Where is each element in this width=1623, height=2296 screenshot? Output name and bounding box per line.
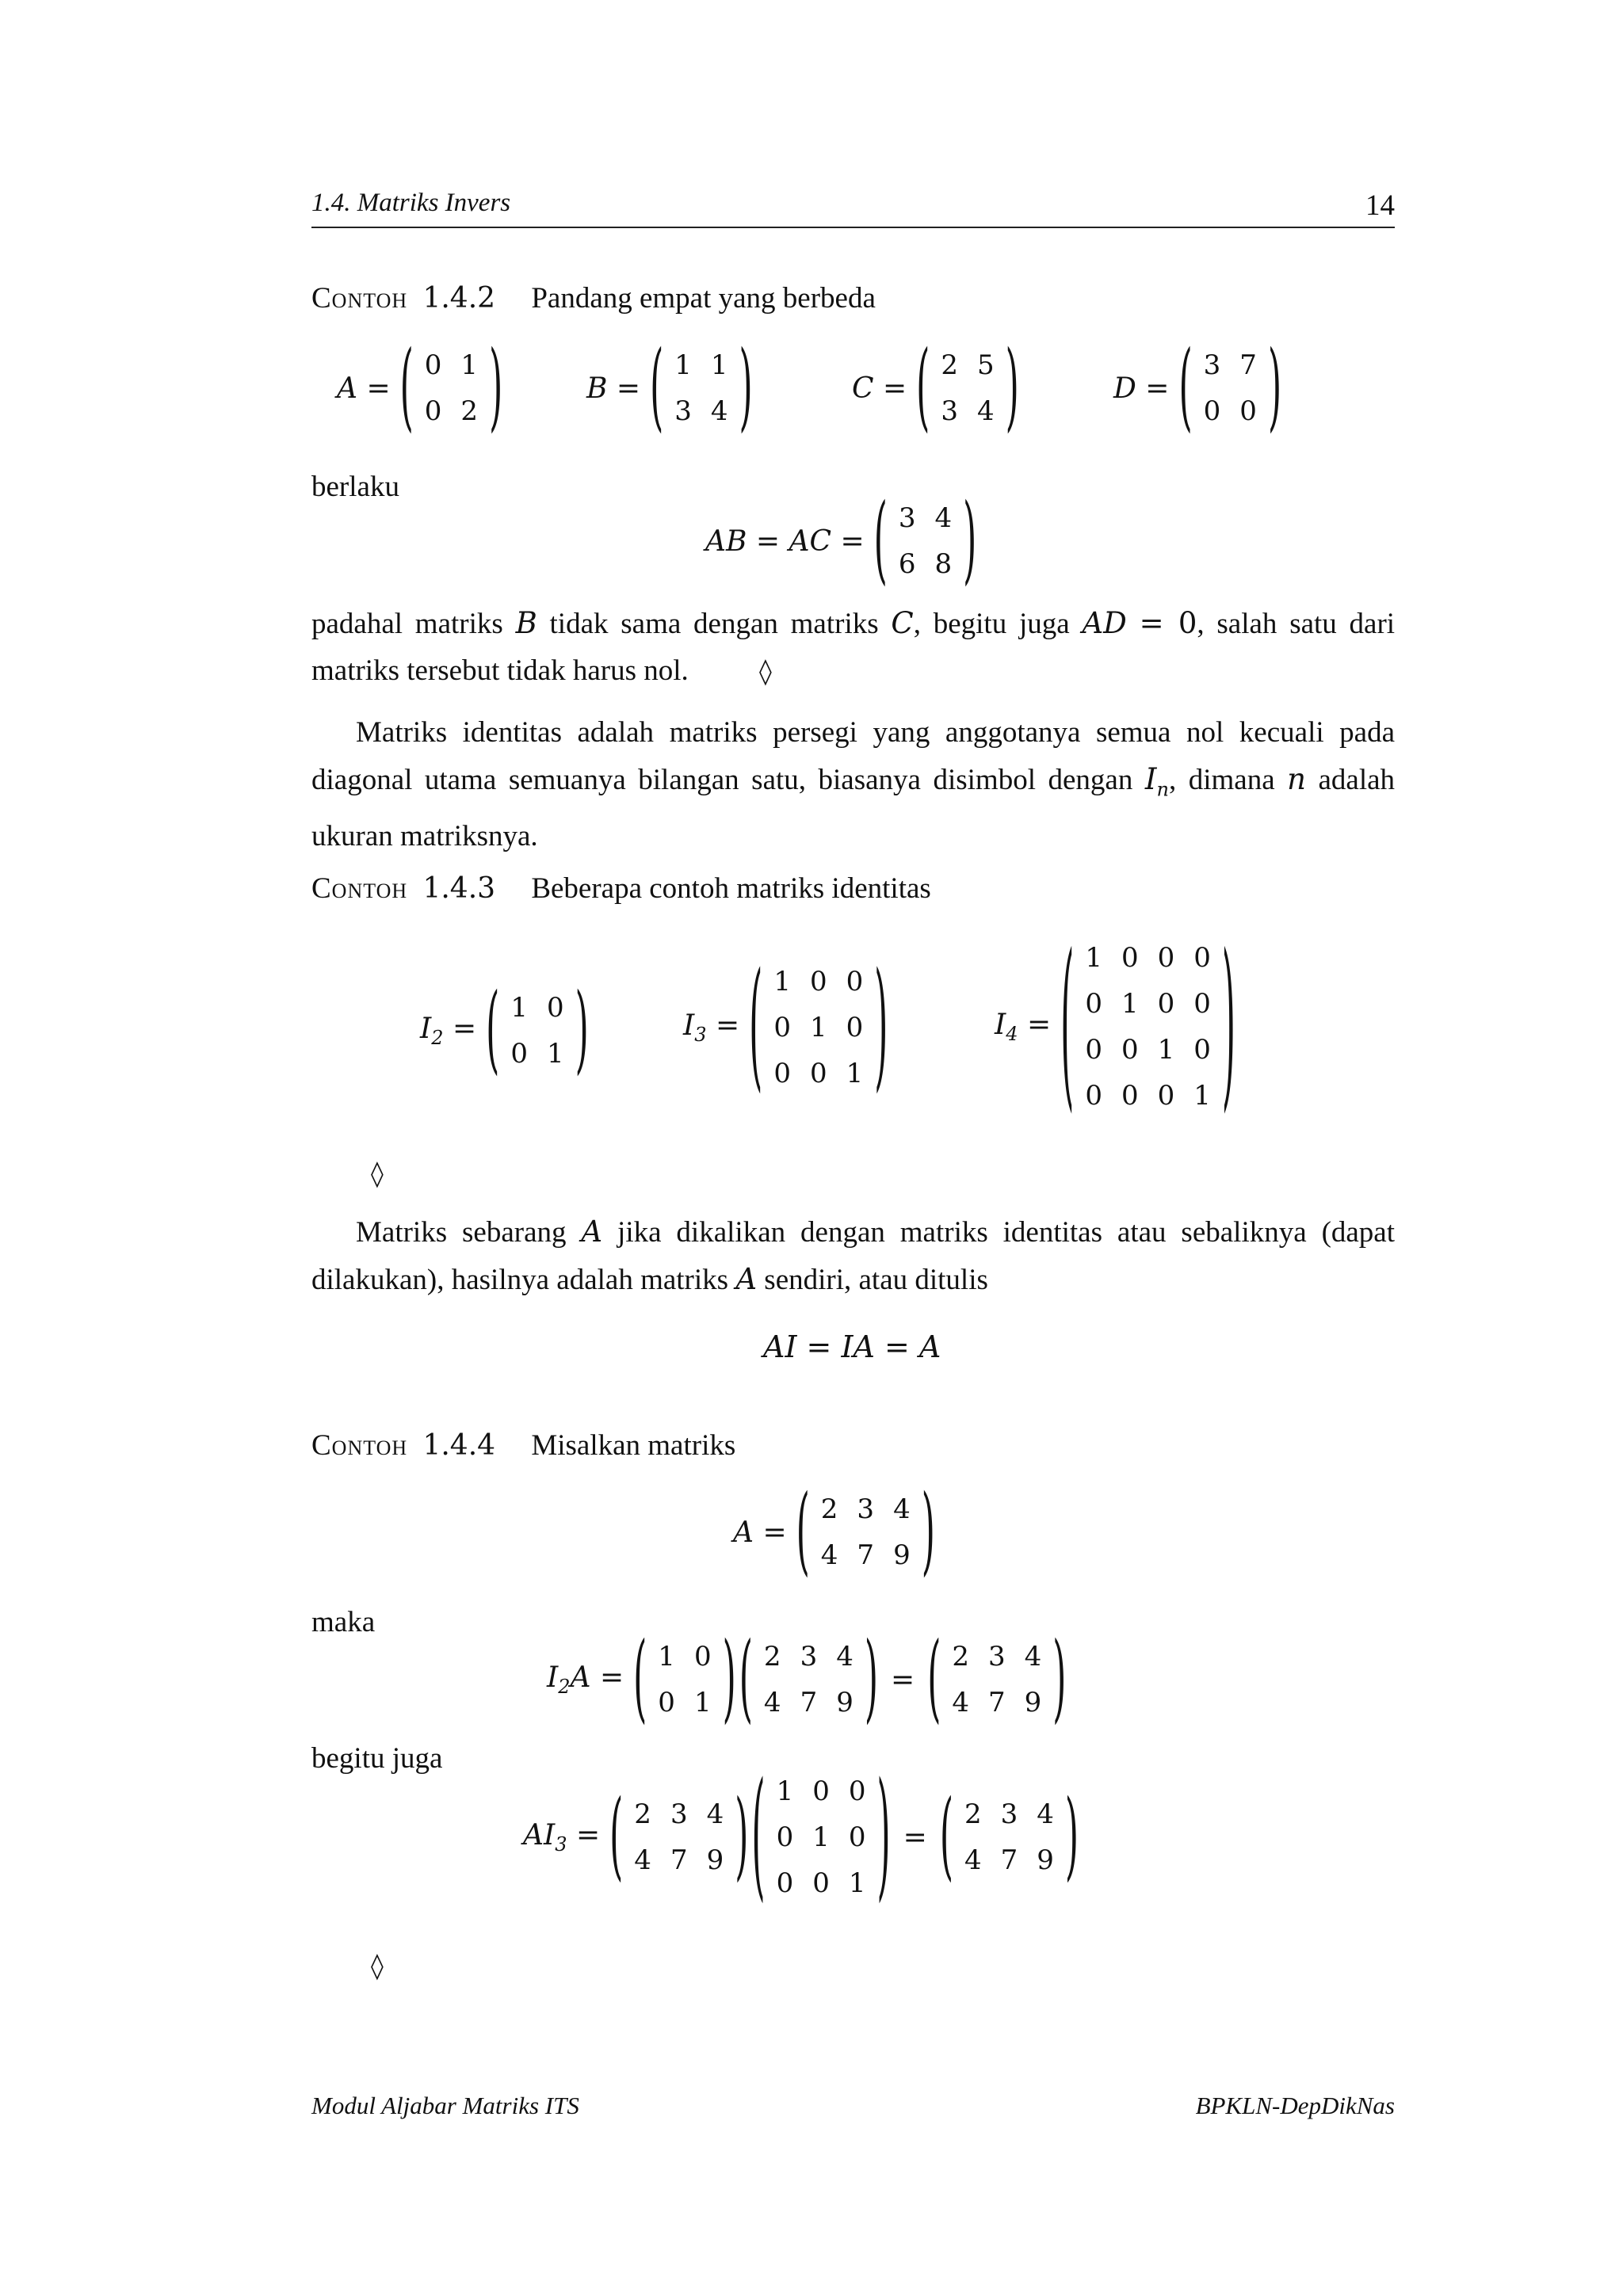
- matrix-entry: 1: [1121, 988, 1139, 1020]
- text: adalah ukuran matriksnya.: [311, 764, 1396, 853]
- matrix-grid: [767, 1768, 876, 1906]
- product-lhs: AB = AC =: [705, 524, 865, 558]
- matrix: [738, 1623, 880, 1734]
- matrix-entry: 5: [976, 349, 995, 381]
- matrix-entry: 6: [898, 548, 916, 580]
- example-number: 1.4.4: [422, 1429, 496, 1462]
- matrix-entry: 0: [424, 349, 442, 381]
- right-paren: ): [1052, 1623, 1067, 1734]
- right-paren: ): [864, 1623, 879, 1734]
- matrix-entry: 9: [706, 1844, 724, 1876]
- matrix-row: [1194, 342, 1266, 388]
- matrix-entry: 2: [634, 1798, 651, 1830]
- left-paren: (: [633, 1623, 647, 1734]
- math-sub: n: [1156, 778, 1169, 801]
- left-paren: (: [916, 331, 930, 443]
- matrix-row: [764, 1005, 873, 1051]
- matrix-entry: 7: [670, 1844, 688, 1876]
- matrix-entry: 1: [776, 1775, 794, 1807]
- begitu-juga-text: begitu juga: [311, 1742, 443, 1775]
- berlaku-text: berlaku: [311, 471, 399, 503]
- matrix-row: [501, 1031, 573, 1077]
- matrix-entry: 4: [976, 395, 995, 427]
- matrix-row: [931, 342, 1003, 388]
- matrix-entry: 9: [893, 1539, 911, 1571]
- left-paren: (: [399, 331, 414, 443]
- identity-I3: [683, 945, 889, 1107]
- matrix-entry: 0: [848, 1821, 866, 1853]
- matrix: [926, 1623, 1067, 1734]
- matrix: [915, 331, 1021, 443]
- matrix-entry: 7: [1239, 349, 1257, 381]
- matrix: [608, 1780, 750, 1892]
- matrix-entry: 0: [424, 395, 442, 427]
- matrix-entry: 1: [846, 1058, 864, 1089]
- matrix-row: [1194, 388, 1266, 434]
- math: C: [891, 606, 914, 640]
- right-paren: ): [1221, 918, 1236, 1131]
- matrix-entry: 0: [809, 1058, 827, 1089]
- matrix-entry: 8: [934, 548, 953, 580]
- matrix-entry: 1: [658, 1641, 675, 1672]
- example-number: 1.4.3: [422, 872, 496, 905]
- matrix-entry: 1: [1193, 1080, 1211, 1112]
- I2-times-A-equation: [547, 1623, 1067, 1734]
- matrix-row: [665, 388, 737, 434]
- matrix-entry: 0: [776, 1867, 794, 1899]
- A-times-I3-equation: [523, 1755, 1080, 1917]
- left-paren: (: [486, 974, 500, 1085]
- matrix: [873, 484, 979, 596]
- identity-I2: [420, 974, 590, 1085]
- running-header: [311, 187, 1395, 228]
- matrix-A-def: [337, 331, 504, 443]
- matrix-name: A =: [337, 372, 391, 405]
- right-paren: ): [876, 1755, 891, 1917]
- matrix-grid: [931, 342, 1003, 434]
- matrix-entry: 4: [952, 1687, 969, 1718]
- matrix-name: $I_3$ =: [683, 1009, 740, 1047]
- matrix-entry: 3: [1203, 349, 1221, 381]
- equals-sign: =: [903, 1821, 927, 1854]
- text: jika dikalikan dengan matriks identitas atau sebaliknya (dapat dilakukan), hasilnya adalah matriks: [311, 1216, 1396, 1296]
- text: padahal matriks: [311, 608, 503, 640]
- text: Matriks identitas adalah matriks persegi yang anggotanya semua nol kecuali pada diagonal utama semuanya bilangan satu, biasanya disimbol dengan: [311, 716, 1395, 796]
- right-paren: ): [575, 974, 589, 1085]
- matrix-row: [889, 541, 961, 587]
- left-paren: (: [873, 484, 888, 596]
- matrix: [648, 331, 754, 443]
- text: sendiri, atau ditulis: [764, 1264, 988, 1296]
- matrix-entry: 1: [1085, 942, 1102, 974]
- example-1-4-2-heading: [311, 281, 876, 315]
- matrix-entry: 0: [1193, 988, 1211, 1020]
- matrix-entry: 0: [658, 1687, 675, 1718]
- matrix-entry: 2: [763, 1641, 781, 1672]
- matrix-entry: 9: [836, 1687, 854, 1718]
- matrix-row: [764, 959, 873, 1005]
- matrix-entry: 1: [848, 1867, 866, 1899]
- matrix-grid: [1075, 935, 1220, 1119]
- matrix-B-def: [586, 331, 754, 443]
- matrix-grid: [889, 495, 961, 587]
- matrix-entry: 0: [846, 966, 864, 997]
- left-paren: (: [796, 1475, 810, 1587]
- matrix-entry: 7: [1000, 1844, 1018, 1876]
- matrix-row: [1075, 935, 1220, 981]
- example-title: Beberapa contoh matriks identitas: [531, 872, 931, 905]
- matrix-name: A =: [733, 1516, 787, 1549]
- matrix-name: C =: [852, 372, 907, 405]
- math: I: [1144, 762, 1157, 796]
- example-1-4-3-heading: [311, 871, 931, 906]
- matrix-name: $I_2$ =: [420, 1012, 477, 1050]
- matrix-grid: [812, 1486, 920, 1578]
- example-title: Misalkan matriks: [531, 1429, 736, 1462]
- matrix-entry: 0: [1203, 395, 1221, 427]
- right-paren: ): [1267, 331, 1282, 443]
- matrix-entry: 0: [812, 1867, 830, 1899]
- left-paren: (: [650, 331, 664, 443]
- matrix-name: D =: [1113, 372, 1170, 405]
- right-paren: ): [735, 1780, 749, 1892]
- matrix-row: [942, 1680, 1051, 1726]
- matrix-C-def: [852, 331, 1021, 443]
- matrix-entry: 4: [1037, 1798, 1054, 1830]
- matrix-entry: 0: [1085, 1034, 1102, 1066]
- matrix-entry: 0: [1085, 1080, 1102, 1112]
- matrix-entry: 0: [1157, 988, 1175, 1020]
- right-paren: ): [1005, 331, 1019, 443]
- matrix-entry: 1: [773, 966, 791, 997]
- right-paren: ): [874, 945, 888, 1107]
- matrix: [747, 945, 889, 1107]
- matrix-A-2x3-def: [733, 1475, 937, 1587]
- lhs: $AI_3$ =: [523, 1818, 601, 1856]
- product-equation: [705, 484, 978, 596]
- matrix-row: [415, 388, 487, 434]
- matrix-entry: 2: [964, 1798, 982, 1830]
- matrix-entry: 1: [809, 1012, 827, 1043]
- example1-conclusion: [311, 600, 1395, 695]
- matrix-entry: 2: [941, 349, 958, 381]
- matrix: [1177, 331, 1283, 443]
- matrix-grid: [1194, 342, 1266, 434]
- footer-right: BPKLN-DepDikNas: [1195, 2092, 1395, 2119]
- matrix-grid: [942, 1634, 1051, 1726]
- equals-sign: =: [891, 1663, 915, 1696]
- matrix-row: [624, 1837, 733, 1883]
- example-number: 1.4.2: [422, 282, 496, 315]
- left-paren: (: [1178, 331, 1193, 443]
- matrix-entry: 0: [546, 992, 564, 1024]
- left-paren: (: [927, 1623, 941, 1734]
- math: A: [581, 1215, 603, 1249]
- matrix-entry: 1: [812, 1821, 830, 1853]
- matrix-name: $I_4$ =: [995, 1008, 1052, 1046]
- matrix-entry: 0: [1085, 988, 1102, 1020]
- footer-left: Modul Aljabar Matriks ITS: [311, 2092, 579, 2119]
- left-paren: (: [1060, 918, 1075, 1131]
- text: , dimana: [1168, 764, 1275, 796]
- matrix-entry: 4: [893, 1493, 911, 1525]
- header-section: 1.4. Matriks Invers: [311, 189, 511, 217]
- matrix-entry: 1: [546, 1038, 564, 1070]
- example-title: Pandang empat yang berbeda: [531, 282, 876, 315]
- matrix-name: B =: [586, 372, 641, 405]
- math: n: [1287, 762, 1306, 796]
- matrix-row: [889, 495, 961, 541]
- matrix-row: [931, 388, 1003, 434]
- matrix-entry: 0: [846, 1012, 864, 1043]
- matrix-entry: 3: [988, 1641, 1006, 1672]
- matrix-grid: [764, 959, 873, 1097]
- property-paragraph: [311, 1208, 1395, 1303]
- matrix-entry: 0: [1193, 942, 1211, 974]
- matrix-entry: 3: [898, 502, 916, 534]
- matrix-entry: 9: [1024, 1687, 1042, 1718]
- matrix-entry: 2: [820, 1493, 838, 1525]
- end-of-example-diamond: ◊: [759, 656, 772, 686]
- right-paren: ): [963, 484, 977, 596]
- matrix-entry: 7: [857, 1539, 875, 1571]
- text: , salah satu dari matriks tersebut tidak harus nol.: [311, 608, 1396, 687]
- matrix-row: [812, 1486, 920, 1532]
- matrix-entry: 3: [670, 1798, 688, 1830]
- matrix-entry: 0: [773, 1012, 791, 1043]
- matrix-row: [648, 1634, 720, 1680]
- identity-property-equation: AI = IA = A: [763, 1329, 941, 1364]
- matrix-row: [812, 1532, 920, 1578]
- matrix: [632, 1623, 738, 1734]
- matrix-entry: 0: [1157, 942, 1175, 974]
- matrix-row: [942, 1634, 1051, 1680]
- matrix-row: [624, 1791, 733, 1837]
- left-paren: (: [939, 1780, 953, 1892]
- matrix-entry: 4: [964, 1844, 982, 1876]
- matrix-entry: 3: [941, 395, 958, 427]
- matrix-row: [1075, 1027, 1220, 1073]
- matrix-entry: 0: [510, 1038, 528, 1070]
- matrix-entry: 0: [1121, 942, 1139, 974]
- matrix-row: [767, 1814, 876, 1860]
- matrix-entry: 4: [706, 1798, 724, 1830]
- matrix-row: [1075, 981, 1220, 1027]
- lhs: $I_2A$ =: [547, 1661, 624, 1699]
- matrix-entry: 0: [693, 1641, 712, 1672]
- matrix-row: [415, 342, 487, 388]
- matrix-row: [665, 342, 737, 388]
- right-paren: ): [739, 331, 753, 443]
- left-paren: (: [609, 1780, 624, 1892]
- text: , begitu juga: [913, 608, 1070, 640]
- matrix-entry: 0: [1157, 1080, 1175, 1112]
- matrix-grid: [415, 342, 487, 434]
- matrix-entry: 0: [848, 1775, 866, 1807]
- page-number: 14: [1365, 189, 1395, 222]
- left-paren: (: [751, 1755, 766, 1917]
- matrix-entry: 4: [836, 1641, 854, 1672]
- matrix-entry: 4: [1024, 1641, 1042, 1672]
- example-label: Contoh: [311, 282, 408, 315]
- matrix-row: [767, 1860, 876, 1906]
- identity-I4: [995, 918, 1237, 1131]
- right-paren: ): [489, 331, 503, 443]
- matrix-grid: [665, 342, 737, 434]
- matrix-grid: [648, 1634, 720, 1726]
- matrix-entry: 0: [776, 1821, 794, 1853]
- example-1-4-4-heading: [311, 1428, 735, 1463]
- matrix-entry: 1: [510, 992, 528, 1024]
- matrix-row: [1075, 1073, 1220, 1119]
- matrix-grid: [754, 1634, 863, 1726]
- example-label: Contoh: [311, 1429, 408, 1462]
- matrix-row: [754, 1634, 863, 1680]
- matrix: [399, 331, 505, 443]
- matrix-entry: 0: [812, 1775, 830, 1807]
- matrix-entry: 2: [460, 395, 479, 427]
- matrix-entry: 4: [710, 395, 728, 427]
- matrix-row: [648, 1680, 720, 1726]
- matrix-row: [955, 1837, 1064, 1883]
- matrix-grid: [501, 985, 573, 1077]
- matrix: [795, 1475, 937, 1587]
- matrix-entry: 0: [809, 966, 827, 997]
- matrix: [1059, 918, 1237, 1131]
- end-of-example-diamond: ◊: [371, 1158, 384, 1188]
- matrix-entry: 7: [800, 1687, 818, 1718]
- matrix-grid: [955, 1791, 1064, 1883]
- matrix-entry: 0: [1121, 1080, 1139, 1112]
- math: A: [735, 1262, 758, 1296]
- end-of-example-diamond: ◊: [371, 1951, 384, 1981]
- right-paren: ): [722, 1623, 736, 1734]
- matrix-entry: 0: [773, 1058, 791, 1089]
- maka-text: maka: [311, 1606, 376, 1638]
- matrix-entry: 7: [988, 1687, 1006, 1718]
- matrix-row: [767, 1768, 876, 1814]
- matrix-grid: [624, 1791, 733, 1883]
- math: AD: [1082, 606, 1127, 640]
- matrix-row: [955, 1791, 1064, 1837]
- matrix-row: [764, 1051, 873, 1097]
- matrix-entry: 4: [820, 1539, 838, 1571]
- matrix-entry: 1: [710, 349, 728, 381]
- matrix: [484, 974, 590, 1085]
- matrix-entry: 1: [674, 349, 692, 381]
- matrix-entry: 3: [1000, 1798, 1018, 1830]
- math: = 0: [1139, 606, 1197, 640]
- matrix: [750, 1755, 892, 1917]
- matrix-entry: 0: [1121, 1034, 1139, 1066]
- matrix-entry: 2: [952, 1641, 969, 1672]
- identity-paragraph: [311, 709, 1395, 860]
- left-paren: (: [739, 1623, 753, 1734]
- matrix-entry: 4: [934, 502, 953, 534]
- matrix-entry: 3: [800, 1641, 818, 1672]
- left-paren: (: [749, 945, 763, 1107]
- matrix-D-def: [1113, 331, 1283, 443]
- matrix-entry: 4: [763, 1687, 781, 1718]
- matrix-entry: 1: [460, 349, 479, 381]
- matrix-entry: 1: [1157, 1034, 1175, 1066]
- right-paren: ): [921, 1475, 935, 1587]
- text: tidak sama dengan matriks: [549, 608, 879, 640]
- example-label: Contoh: [311, 872, 408, 905]
- right-paren: ): [1064, 1780, 1079, 1892]
- matrix: [938, 1780, 1080, 1892]
- matrix-entry: 0: [1193, 1034, 1211, 1066]
- matrix-entry: 0: [1239, 395, 1257, 427]
- text: Matriks sebarang: [356, 1216, 567, 1249]
- matrix-entry: 1: [693, 1687, 712, 1718]
- matrix-entry: 9: [1037, 1844, 1054, 1876]
- matrix-row: [754, 1680, 863, 1726]
- math: B: [515, 606, 537, 640]
- matrix-entry: 3: [857, 1493, 875, 1525]
- matrix-row: [501, 985, 573, 1031]
- matrix-entry: 3: [674, 395, 692, 427]
- matrix-entry: 4: [634, 1844, 651, 1876]
